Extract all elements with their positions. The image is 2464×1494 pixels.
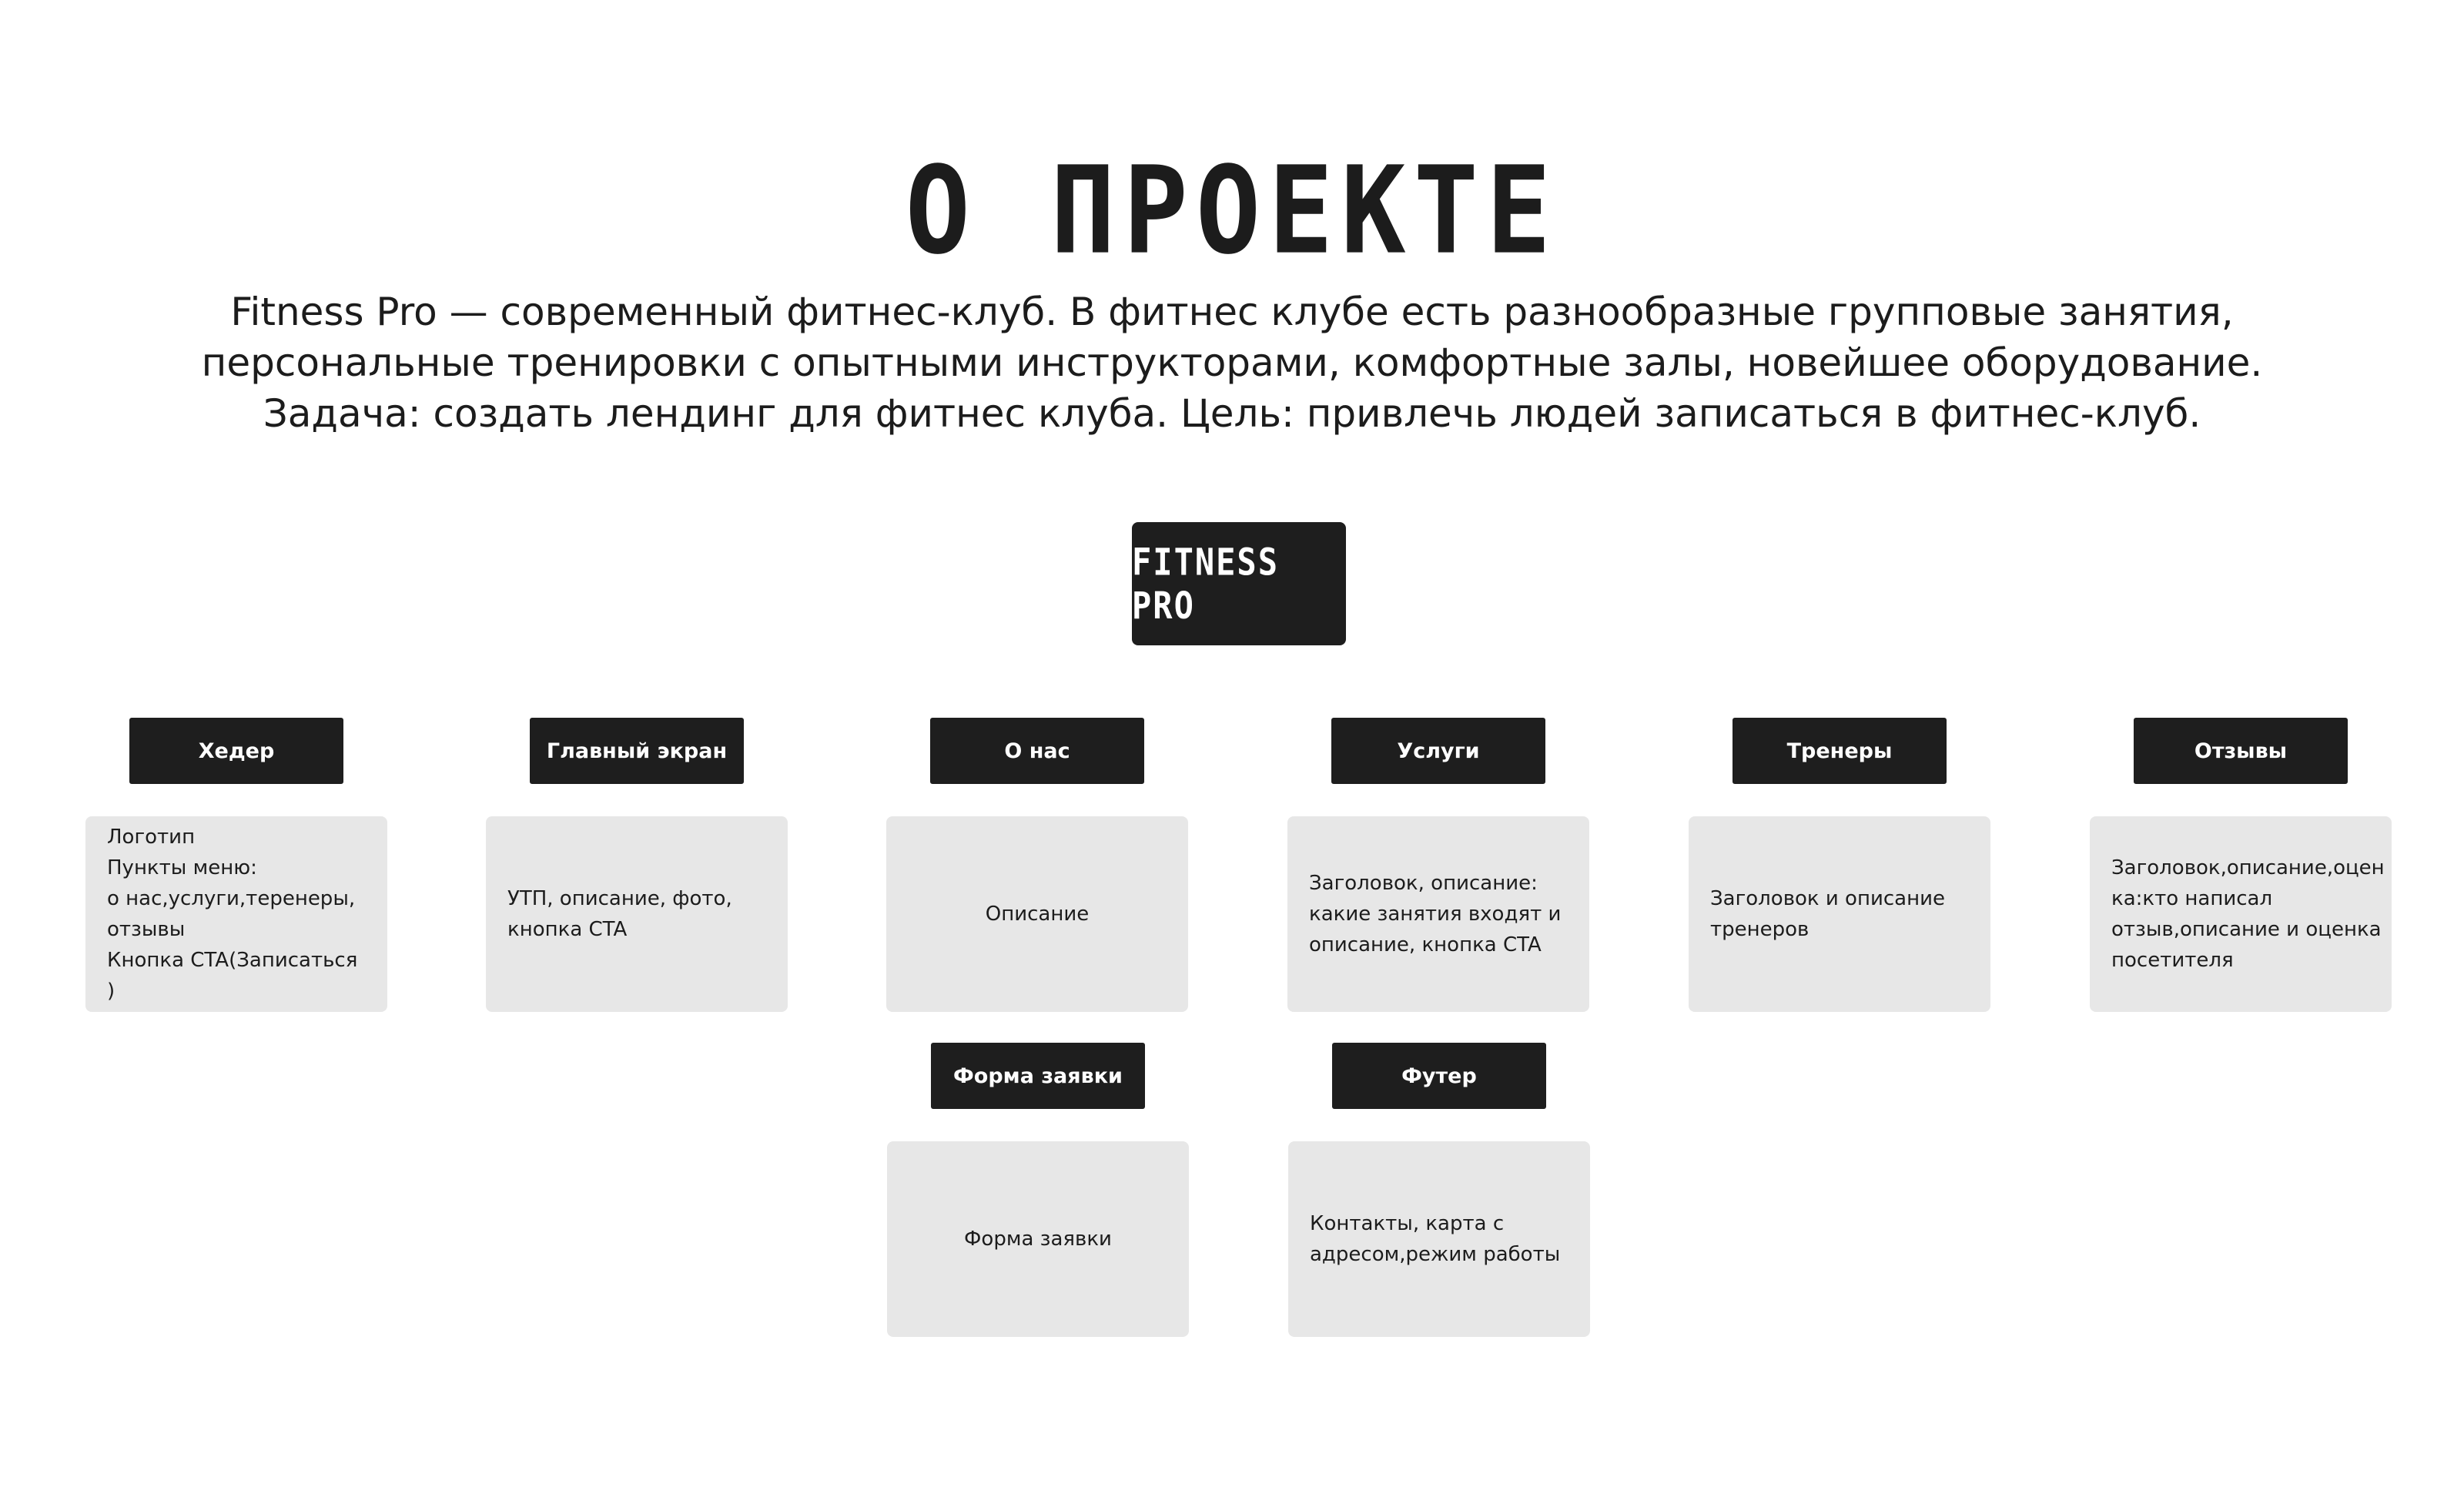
section-label-trainers: Тренеры <box>1732 718 1947 784</box>
section-label-form: Форма заявки <box>931 1043 1145 1109</box>
project-description <box>154 286 2310 439</box>
section-card-footer: Контакты, карта с адресом,режим работы <box>1288 1141 1590 1337</box>
section-label-about: О нас <box>930 718 1144 784</box>
page-title: О ПРОЕКТЕ <box>905 141 1559 282</box>
section-label-footer: Футер <box>1332 1043 1546 1109</box>
description-line: Задача: создать лендинг для фитнес клуба. Цель: привлечь людей записаться в фитнес-клуб. <box>263 391 2201 436</box>
section-card-services: Заголовок, описание: какие занятия входят и описание, кнопка CTA <box>1287 816 1589 1012</box>
root-node-logo <box>1132 522 1346 645</box>
section-label-header: Хедер <box>129 718 343 784</box>
section-label-hero: Главный экран <box>530 718 744 784</box>
description-line: Fitness Pro — современный фитнес-клуб. В фитнес клубе есть разнообразные групповые занятия, <box>230 290 2234 334</box>
section-card-hero: УТП, описание, фото, кнопка CTA <box>486 816 788 1012</box>
logo-text: FITNESS PRO <box>1132 540 1280 628</box>
section-card-reviews: Заголовок,описание,оцен ка:кто написал отзыв,описание и оценка посетителя <box>2090 816 2392 1012</box>
section-card-header: Логотип Пункты меню: о нас,услуги,теренеры, отзывы Кнопка CTA(Записаться ) <box>85 816 387 1012</box>
section-label-services: Услуги <box>1331 718 1545 784</box>
description-line: персональные тренировки с опытными инструкторами, комфортные залы, новейшее оборудование. <box>201 340 2263 385</box>
section-card-form: Форма заявки <box>887 1141 1189 1337</box>
section-card-about: Описание <box>886 816 1188 1012</box>
section-label-reviews: Отзывы <box>2134 718 2348 784</box>
section-card-trainers: Заголовок и описание тренеров <box>1689 816 1990 1012</box>
